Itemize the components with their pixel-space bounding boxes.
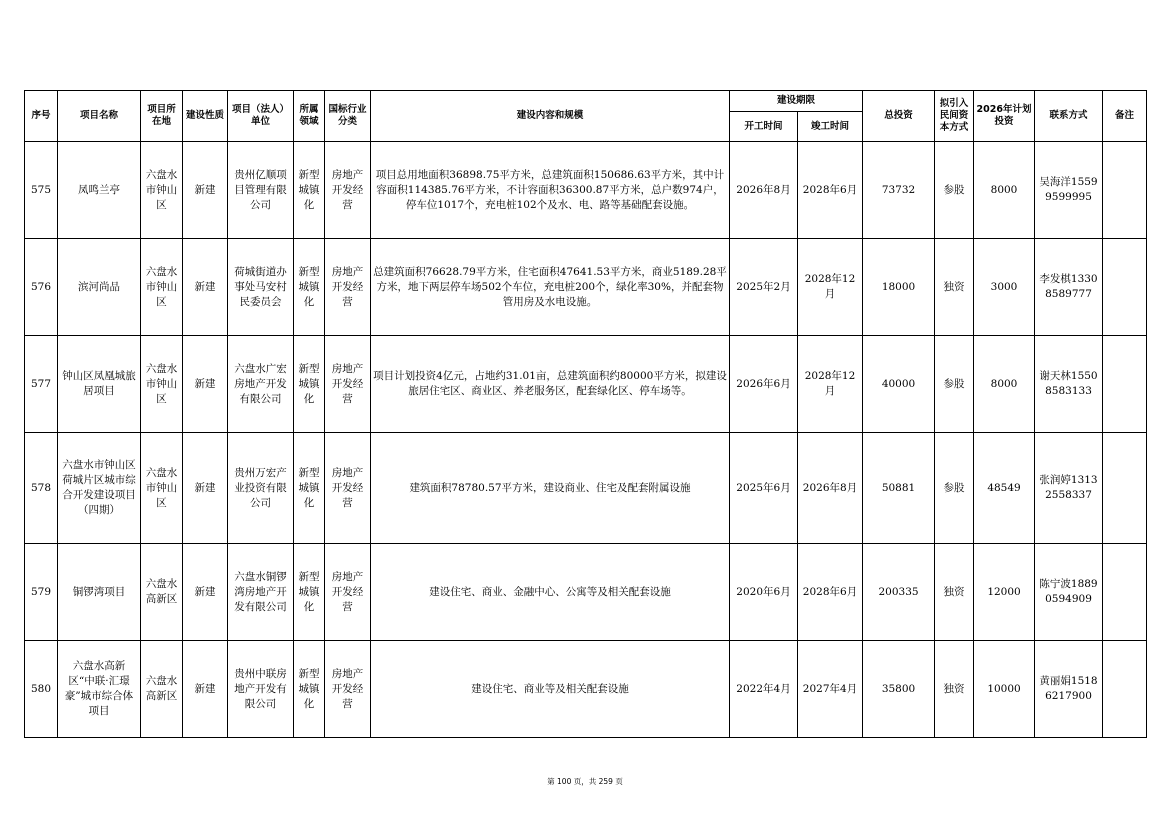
cell-nature: 新建: [183, 544, 228, 641]
cell-nature: 新建: [183, 336, 228, 433]
cell-domain: 新型城镇化: [294, 336, 325, 433]
cell-start: 2025年6月: [730, 433, 798, 544]
cell-nature: 新建: [183, 433, 228, 544]
cell-end: 2028年12月: [798, 239, 863, 336]
header-start: 开工时间: [730, 112, 798, 142]
header-domain: 所属领域: [294, 91, 325, 142]
cell-location: 六盘水市钟山区: [141, 433, 183, 544]
cell-start: 2025年2月: [730, 239, 798, 336]
cell-seq: 575: [25, 142, 58, 239]
cell-remark: [1103, 239, 1147, 336]
cell-domain: 新型城镇化: [294, 544, 325, 641]
cell-contact: 黄丽娟15186217900: [1035, 641, 1103, 738]
cell-industry: 房地产开发经营: [325, 641, 371, 738]
header-capital: 拟引入民间资本方式: [935, 91, 974, 142]
cell-capital: 独资: [935, 239, 974, 336]
cell-capital: 参股: [935, 336, 974, 433]
cell-seq: 576: [25, 239, 58, 336]
header-total: 总投资: [863, 91, 935, 142]
cell-domain: 新型城镇化: [294, 641, 325, 738]
cell-total: 35800: [863, 641, 935, 738]
cell-total: 73732: [863, 142, 935, 239]
cell-industry: 房地产开发经营: [325, 433, 371, 544]
cell-end: 2028年6月: [798, 142, 863, 239]
header-seq: 序号: [25, 91, 58, 142]
header-name: 项目名称: [58, 91, 141, 142]
cell-end: 2028年12月: [798, 336, 863, 433]
cell-unit: 荷城街道办事处马安村民委员会: [228, 239, 294, 336]
cell-capital: 独资: [935, 641, 974, 738]
cell-seq: 578: [25, 433, 58, 544]
cell-content: 建设住宅、商业等及相关配套设施: [371, 641, 730, 738]
cell-start: 2026年6月: [730, 336, 798, 433]
header-contact: 联系方式: [1035, 91, 1103, 142]
cell-industry: 房地产开发经营: [325, 544, 371, 641]
cell-plan: 8000: [974, 142, 1035, 239]
cell-total: 200335: [863, 544, 935, 641]
cell-unit: 贵州万宏产业投资有限公司: [228, 433, 294, 544]
cell-remark: [1103, 641, 1147, 738]
cell-seq: 577: [25, 336, 58, 433]
cell-remark: [1103, 142, 1147, 239]
cell-capital: 独资: [935, 544, 974, 641]
cell-contact: 陈宁波18890594909: [1035, 544, 1103, 641]
cell-total: 40000: [863, 336, 935, 433]
cell-contact: 李发棋13308589777: [1035, 239, 1103, 336]
cell-location: 六盘水市钟山区: [141, 239, 183, 336]
cell-start: 2022年4月: [730, 641, 798, 738]
cell-name: 滨河尚品: [58, 239, 141, 336]
cell-end: 2028年6月: [798, 544, 863, 641]
page-footer: 第 100 页，共 259 页: [547, 777, 623, 786]
cell-total: 50881: [863, 433, 935, 544]
table-row: [25, 641, 1147, 738]
cell-seq: 580: [25, 641, 58, 738]
cell-end: 2027年4月: [798, 641, 863, 738]
table-row: [25, 433, 1147, 544]
table-row: [25, 544, 1147, 641]
cell-seq: 579: [25, 544, 58, 641]
header-content: 建设内容和规模: [371, 91, 730, 142]
cell-name: 六盘水高新区“中联·汇璟豪”城市综合体项目: [58, 641, 141, 738]
cell-total: 18000: [863, 239, 935, 336]
header-row: [25, 91, 1147, 112]
cell-industry: 房地产开发经营: [325, 336, 371, 433]
table-row: [25, 142, 1147, 239]
cell-location: 六盘水高新区: [141, 544, 183, 641]
cell-content: 项目总用地面积36898.75平方米，总建筑面积150686.63平方米，其中计容面积114385.76平方米，不计容面积36300.87平方米，总户数974户，停车位1017个，充电桩102个及水、电、路等基础配套设施。: [371, 142, 730, 239]
header-location: 项目所在地: [141, 91, 183, 142]
cell-content: 建筑面积78780.57平方米，建设商业、住宅及配套附属设施: [371, 433, 730, 544]
cell-unit: 六盘水铜锣湾房地产开发有限公司: [228, 544, 294, 641]
cell-unit: 六盘水广宏房地产开发有限公司: [228, 336, 294, 433]
cell-content: 总建筑面积76628.79平方米，住宅面积47641.53平方米，商业5189.28平方米，地下两层停车场502个车位，充电桩200个，绿化率30%，并配套物管用房及水电设施。: [371, 239, 730, 336]
header-period: 建设期限: [730, 91, 863, 112]
header-plan: 2026年计划投资: [974, 91, 1035, 142]
project-table: [24, 90, 1147, 738]
cell-plan: 10000: [974, 641, 1035, 738]
cell-end: 2026年8月: [798, 433, 863, 544]
cell-domain: 新型城镇化: [294, 239, 325, 336]
header-end: 竣工时间: [798, 112, 863, 142]
cell-unit: 贵州中联房地产开发有限公司: [228, 641, 294, 738]
cell-capital: 参股: [935, 142, 974, 239]
cell-location: 六盘水市钟山区: [141, 142, 183, 239]
cell-plan: 48549: [974, 433, 1035, 544]
cell-unit: 贵州亿顺项目管理有限公司: [228, 142, 294, 239]
header-unit: 项目（法人）单位: [228, 91, 294, 142]
cell-contact: 张润婷13132558337: [1035, 433, 1103, 544]
cell-name: 钟山区凤凰城旅居项目: [58, 336, 141, 433]
cell-content: 项目计划投资4亿元，占地约31.01亩，总建筑面积约80000平方米，拟建设旅居住宅区、商业区、养老服务区，配套绿化区、停车场等。: [371, 336, 730, 433]
cell-name: 铜锣湾项目: [58, 544, 141, 641]
cell-capital: 参股: [935, 433, 974, 544]
cell-contact: 谢天林15508583133: [1035, 336, 1103, 433]
header-industry: 国标行业分类: [325, 91, 371, 142]
table-row: [25, 239, 1147, 336]
cell-start: 2020年6月: [730, 544, 798, 641]
cell-contact: 吴海洋15599599995: [1035, 142, 1103, 239]
cell-industry: 房地产开发经营: [325, 142, 371, 239]
header-nature: 建设性质: [183, 91, 228, 142]
cell-domain: 新型城镇化: [294, 142, 325, 239]
cell-location: 六盘水市钟山区: [141, 336, 183, 433]
cell-content: 建设住宅、商业、金融中心、公寓等及相关配套设施: [371, 544, 730, 641]
cell-name: 凤鸣兰亭: [58, 142, 141, 239]
cell-remark: [1103, 336, 1147, 433]
cell-nature: 新建: [183, 641, 228, 738]
cell-industry: 房地产开发经营: [325, 239, 371, 336]
cell-domain: 新型城镇化: [294, 433, 325, 544]
cell-plan: 12000: [974, 544, 1035, 641]
cell-name: 六盘水市钟山区荷城片区城市综合开发建设项目（四期）: [58, 433, 141, 544]
header-remark: 备注: [1103, 91, 1147, 142]
cell-remark: [1103, 544, 1147, 641]
cell-start: 2026年8月: [730, 142, 798, 239]
cell-plan: 3000: [974, 239, 1035, 336]
cell-remark: [1103, 433, 1147, 544]
cell-plan: 8000: [974, 336, 1035, 433]
table-row: [25, 336, 1147, 433]
cell-location: 六盘水高新区: [141, 641, 183, 738]
cell-nature: 新建: [183, 142, 228, 239]
cell-nature: 新建: [183, 239, 228, 336]
